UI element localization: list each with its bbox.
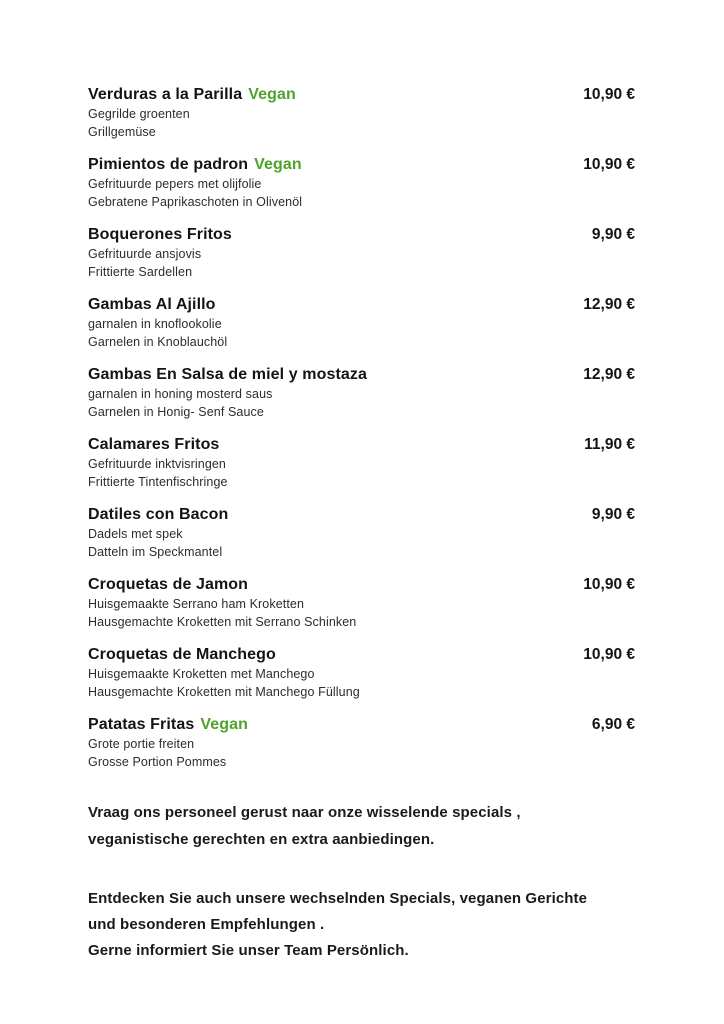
menu-item-row	[88, 644, 635, 665]
dish-title	[88, 644, 276, 665]
dish-title	[88, 364, 367, 385]
dish-name: Croquetas de Jamon	[88, 576, 249, 593]
dish-description-german: Grosse Portion Pommes	[88, 755, 227, 769]
menu-item	[88, 574, 635, 631]
footer-note-dutch-line2: veganistische gerechten en extra aanbiedingen.	[88, 831, 435, 848]
dish-name: Croquetas de Manchego	[88, 646, 276, 663]
dish-description-german: Frittierte Tintenfischringe	[88, 475, 228, 489]
menu-list	[88, 84, 635, 771]
footer-note-german	[88, 886, 635, 964]
dish-name: Gambas En Salsa de miel y mostaza	[88, 366, 367, 383]
menu-item	[88, 434, 635, 491]
menu-item-row	[88, 574, 635, 595]
dish-name: Pimientos de padron	[88, 156, 249, 173]
menu-item-row	[88, 504, 635, 525]
dish-name: Patatas Fritas	[88, 716, 195, 733]
footer-note-dutch-line1: Vraag ons personeel gerust naar onze wisselende specials ,	[88, 804, 521, 821]
dish-description-german: Hausgemachte Kroketten mit Manchego Füllung	[88, 685, 360, 699]
dish-description-german: Grillgemüse	[88, 125, 156, 139]
menu-item-row	[88, 714, 635, 735]
vegan-badge: Vegan	[248, 86, 296, 103]
dish-price: 10,90 €	[583, 86, 635, 103]
dish-title	[88, 714, 248, 735]
menu-item-row	[88, 84, 635, 105]
menu-item	[88, 294, 635, 351]
menu-item-row	[88, 364, 635, 385]
dish-title	[88, 84, 296, 105]
dish-price: 10,90 €	[583, 156, 635, 173]
dish-name: Datiles con Bacon	[88, 506, 229, 523]
dish-description-german: Hausgemachte Kroketten mit Serrano Schinken	[88, 615, 357, 629]
dish-price: 9,90 €	[591, 506, 635, 523]
dish-price: 10,90 €	[583, 646, 635, 663]
dish-description-dutch: Gegrilde groenten	[88, 107, 190, 121]
menu-item	[88, 504, 635, 561]
footer-note-german-line2: und besonderen Empfehlungen .	[88, 916, 325, 933]
dish-description-dutch: Gefrituurde ansjovis	[88, 247, 202, 261]
dish-title	[88, 154, 302, 175]
dish-description-dutch: Gefrituurde pepers met olijfolie	[88, 177, 262, 191]
menu-item	[88, 84, 635, 141]
dish-description-german: Frittierte Sardellen	[88, 265, 193, 279]
footer-note-german-line1: Entdecken Sie auch unsere wechselnden Specials, veganen Gerichte	[88, 890, 588, 907]
dish-name: Verduras a la Parilla	[88, 86, 243, 103]
dish-description-german: Datteln im Speckmantel	[88, 545, 223, 559]
footer-note-dutch	[88, 799, 635, 853]
dish-description-dutch: Huisgemaakte Kroketten met Manchego	[88, 667, 315, 681]
menu-item	[88, 224, 635, 281]
vegan-badge: Vegan	[254, 156, 302, 173]
menu-item-row	[88, 434, 635, 455]
dish-description-dutch: Grote portie freiten	[88, 737, 195, 751]
dish-description-dutch: garnalen in honing mosterd saus	[88, 387, 273, 401]
dish-description-dutch: garnalen in knoflookolie	[88, 317, 222, 331]
dish-name: Boquerones Fritos	[88, 226, 232, 243]
dish-title	[88, 294, 216, 315]
dish-description-dutch: Dadels met spek	[88, 527, 183, 541]
vegan-badge: Vegan	[200, 716, 248, 733]
dish-price: 12,90 €	[583, 296, 635, 313]
footer-note-german-line3: Gerne informiert Sie unser Team Persönlich.	[88, 942, 409, 959]
menu-item	[88, 714, 635, 771]
dish-description-german: Gebratene Paprikaschoten in Olivenöl	[88, 195, 303, 209]
dish-price: 9,90 €	[591, 226, 635, 243]
dish-title	[88, 504, 228, 525]
dish-price: 11,90 €	[584, 436, 635, 453]
menu-item-row	[88, 224, 635, 245]
dish-title	[88, 224, 232, 245]
dish-price: 10,90 €	[583, 576, 635, 593]
menu-item	[88, 154, 635, 211]
dish-price: 12,90 €	[583, 366, 635, 383]
dish-description-german: Garnelen in Knoblauchöl	[88, 335, 228, 349]
dish-title	[88, 574, 248, 595]
dish-description-german: Garnelen in Honig- Senf Sauce	[88, 405, 264, 419]
dish-price: 6,90 €	[591, 716, 635, 733]
menu-item	[88, 644, 635, 701]
dish-title	[88, 434, 219, 455]
dish-description-dutch: Gefrituurde inktvisringen	[88, 457, 226, 471]
dish-description-dutch: Huisgemaakte Serrano ham Kroketten	[88, 597, 305, 611]
menu-item-row	[88, 294, 635, 315]
menu-item-row	[88, 154, 635, 175]
dish-name: Gambas Al Ajillo	[88, 296, 216, 313]
dish-name: Calamares Fritos	[88, 436, 220, 453]
menu-item	[88, 364, 635, 421]
